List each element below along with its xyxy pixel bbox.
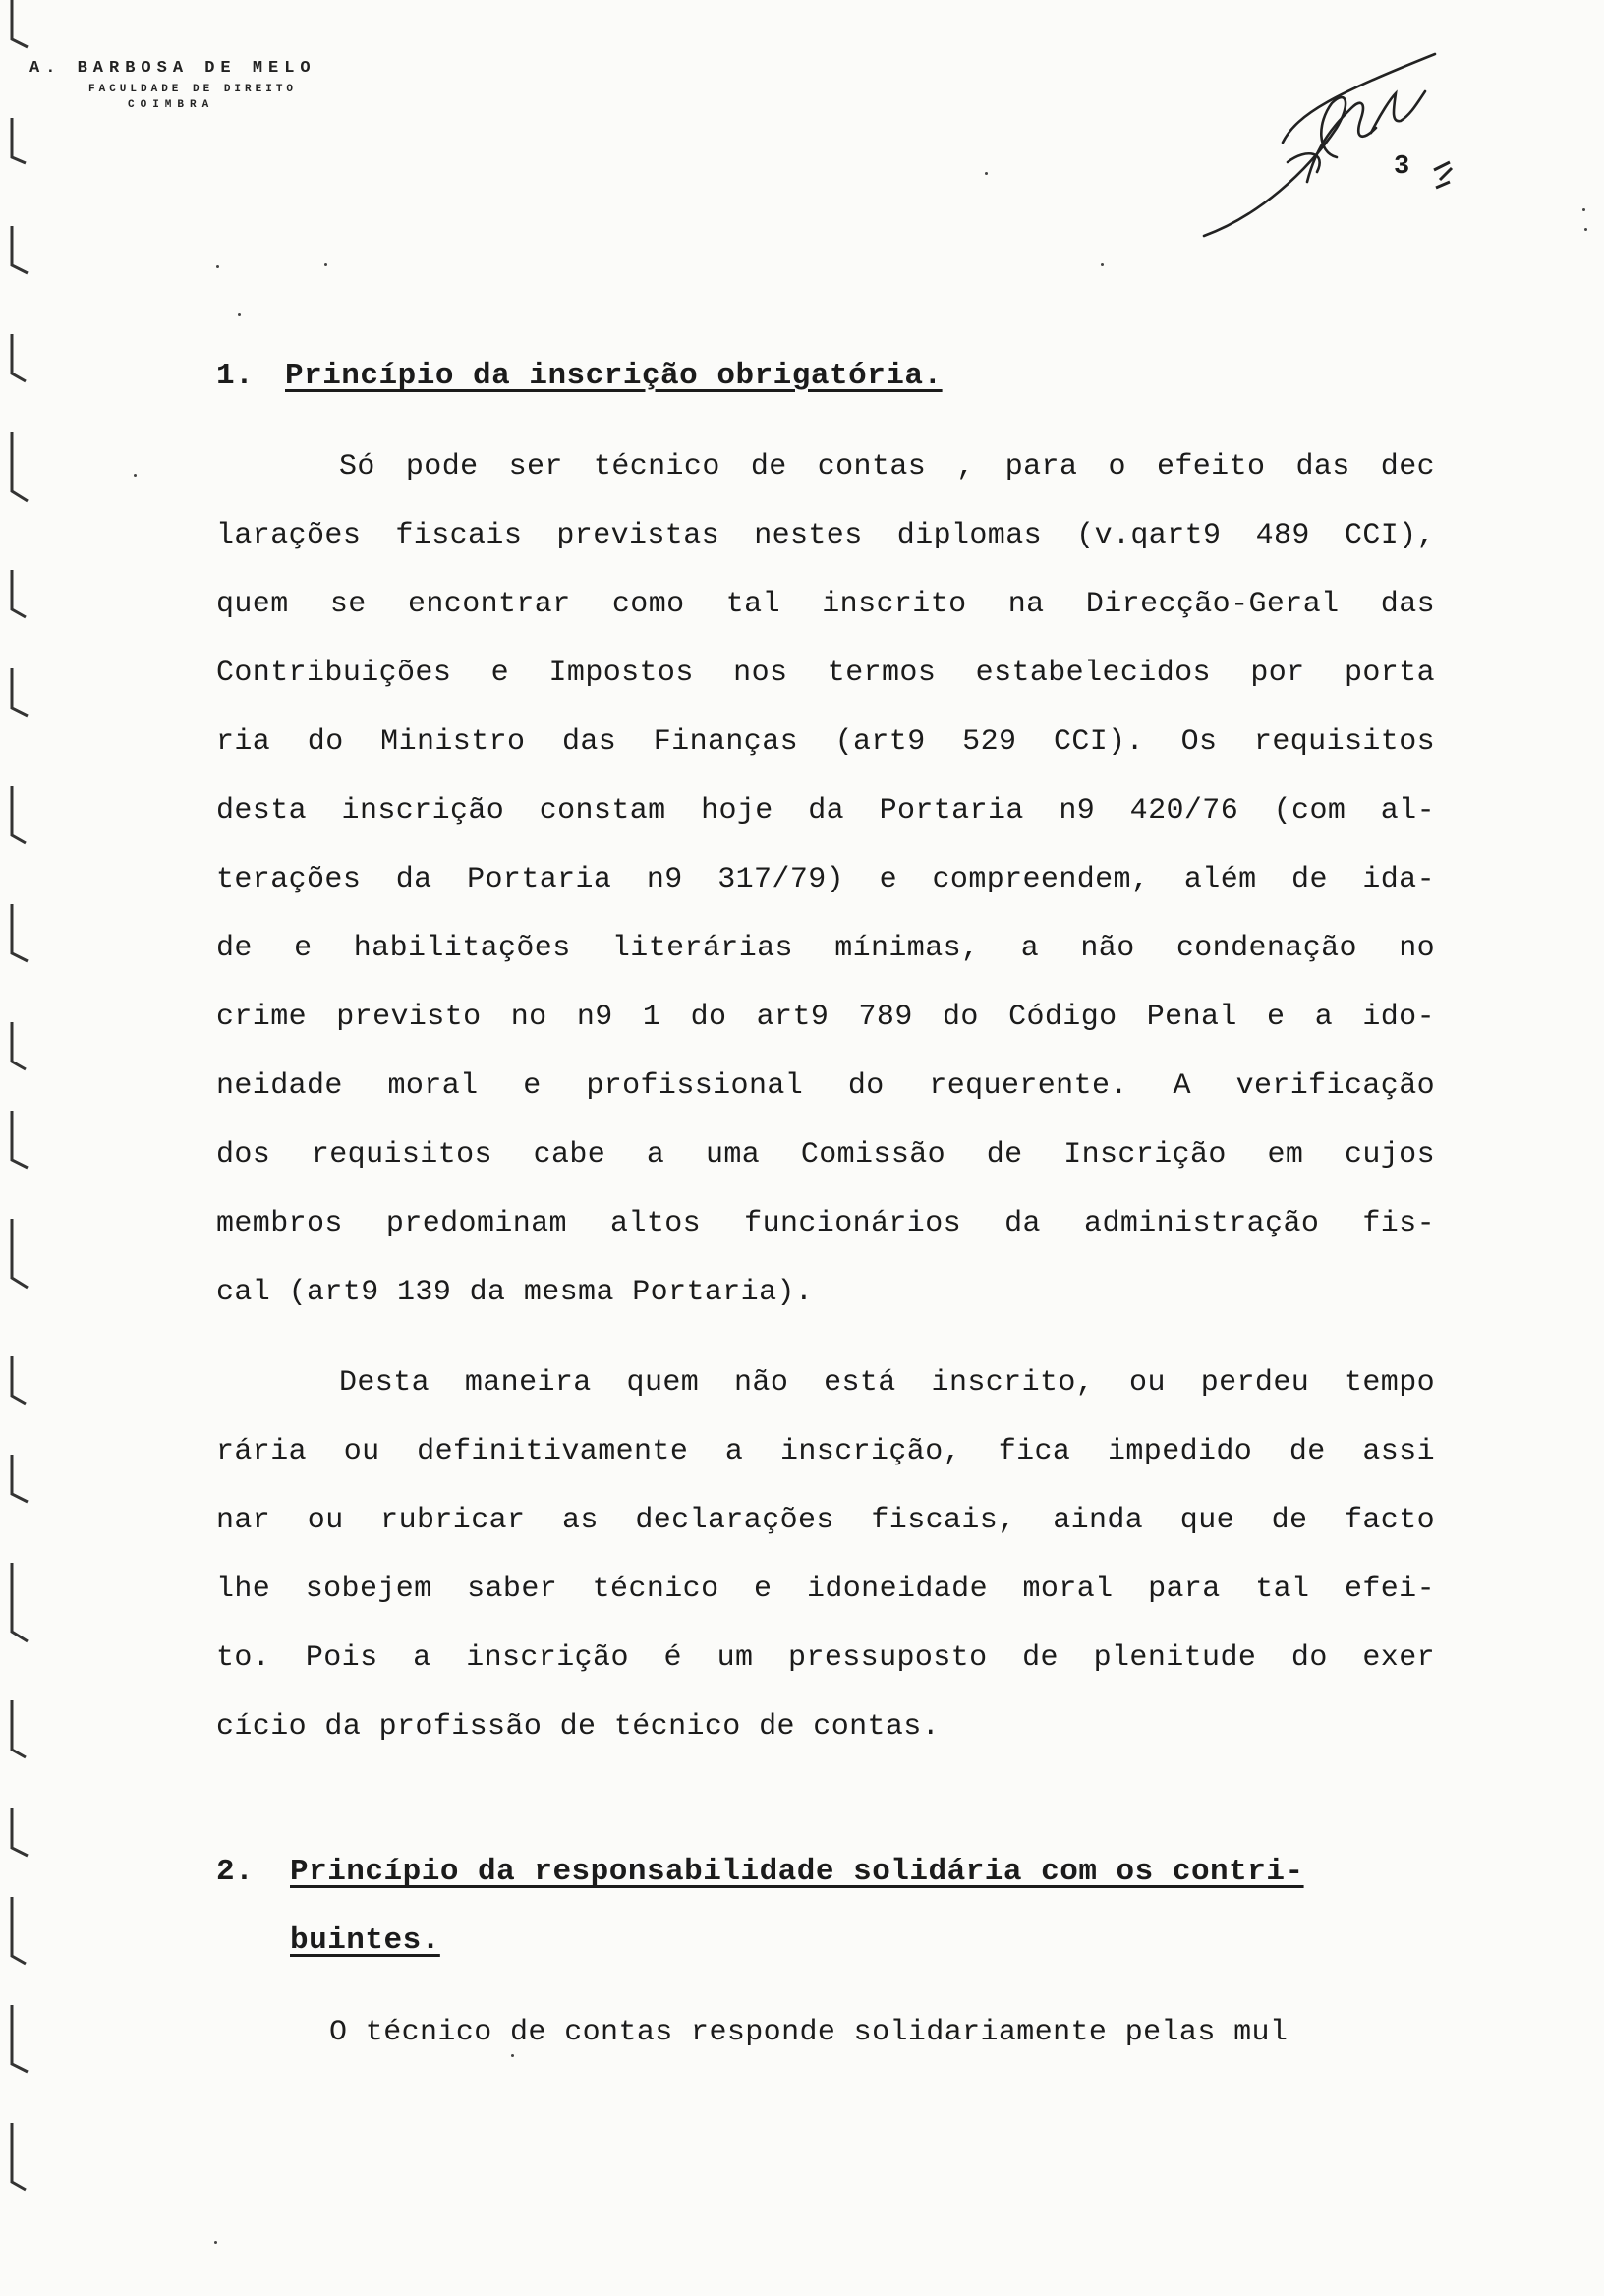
section-1-heading xyxy=(216,342,943,411)
text-line: desta inscrição constam hoje da Portaria n9 420/76 (com al- xyxy=(216,794,1435,828)
scan-speck xyxy=(985,172,988,175)
section-2-title-continued: buintes. xyxy=(290,1923,440,1958)
text-line: nar ou rubricar as declarações fiscais, ainda que de facto xyxy=(216,1504,1435,1537)
scan-speck xyxy=(1584,228,1587,231)
text-line: O técnico de contas responde solidariamente pelas mul xyxy=(329,2016,1289,2049)
scan-speck xyxy=(1582,208,1585,211)
text-line: ria do Ministro das Finanças (art9 529 CCI). Os requisitos xyxy=(216,725,1435,759)
text-line: quem se encontrar como tal inscrito na Direcção-Geral das xyxy=(216,588,1435,621)
text-line: larações fiscais previstas nestes diplomas (v.qart9 489 CCI), xyxy=(216,519,1435,552)
letterhead xyxy=(29,59,316,111)
text-line: Desta maneira quem não está inscrito, ou perdeu tempo xyxy=(339,1366,1435,1400)
text-line: neidade moral e profissional do requerente. A verificação xyxy=(216,1069,1435,1103)
scan-speck xyxy=(324,263,327,266)
scan-speck xyxy=(238,313,241,316)
text-line: membros predominam altos funcionários da administração fis- xyxy=(216,1207,1435,1240)
scan-speck xyxy=(134,474,137,477)
letterhead-faculty: FACULDADE DE DIREITO xyxy=(88,84,298,95)
text-line: crime previsto no n9 1 do art9 789 do Código Penal e a ido- xyxy=(216,1001,1435,1034)
section-1-paragraph-2 xyxy=(216,1349,1435,1761)
page-number xyxy=(1394,152,1409,182)
scan-speck xyxy=(214,2241,217,2244)
text-line: to. Pois a inscrição é um pressuposto de plenitude do exer xyxy=(216,1641,1435,1675)
letterhead-name: A. BARBOSA DE MELO xyxy=(29,59,316,78)
scan-speck xyxy=(511,2054,514,2057)
page-number-tick-mark xyxy=(1430,152,1460,192)
section-2-title: Princípio da responsabilidade solidária com os contri- xyxy=(290,1855,1304,1889)
text-line: terações da Portaria n9 317/79) e compreendem, além de ida- xyxy=(216,863,1435,896)
margin-binding-marks xyxy=(0,0,29,2296)
text-line: Contribuições e Impostos nos termos estabelecidos por porta xyxy=(216,657,1435,690)
text-line: cício da profissão de técnico de contas. xyxy=(216,1710,941,1744)
letterhead-city: COIMBRA xyxy=(128,99,215,111)
text-line: cal (art9 139 da mesma Portaria). xyxy=(216,1276,814,1309)
section-1-number: 1. xyxy=(216,359,255,393)
text-line: de e habilitações literárias mínimas, a não condenação no xyxy=(216,932,1435,965)
scan-speck xyxy=(216,265,219,268)
handwritten-signature xyxy=(1189,34,1445,251)
text-line: Só pode ser técnico de contas , para o efeito das dec xyxy=(339,450,1435,484)
text-line: rária ou definitivamente a inscrição, fica impedido de assi xyxy=(216,1435,1435,1468)
page-number-value: 3 xyxy=(1394,152,1410,182)
section-1-title: Princípio da inscrição obrigatória. xyxy=(285,359,943,393)
section-2-heading xyxy=(216,1838,1304,1976)
text-line: dos requisitos cabe a uma Comissão de Inscrição em cujos xyxy=(216,1138,1435,1172)
section-2-number: 2. xyxy=(216,1855,255,1889)
scan-speck xyxy=(1101,263,1104,266)
section-1-paragraph-1 xyxy=(216,432,1435,1327)
section-2-paragraph-1 xyxy=(216,1998,1435,2067)
text-line: lhe sobejem saber técnico e idoneidade moral para tal efei- xyxy=(216,1573,1435,1606)
